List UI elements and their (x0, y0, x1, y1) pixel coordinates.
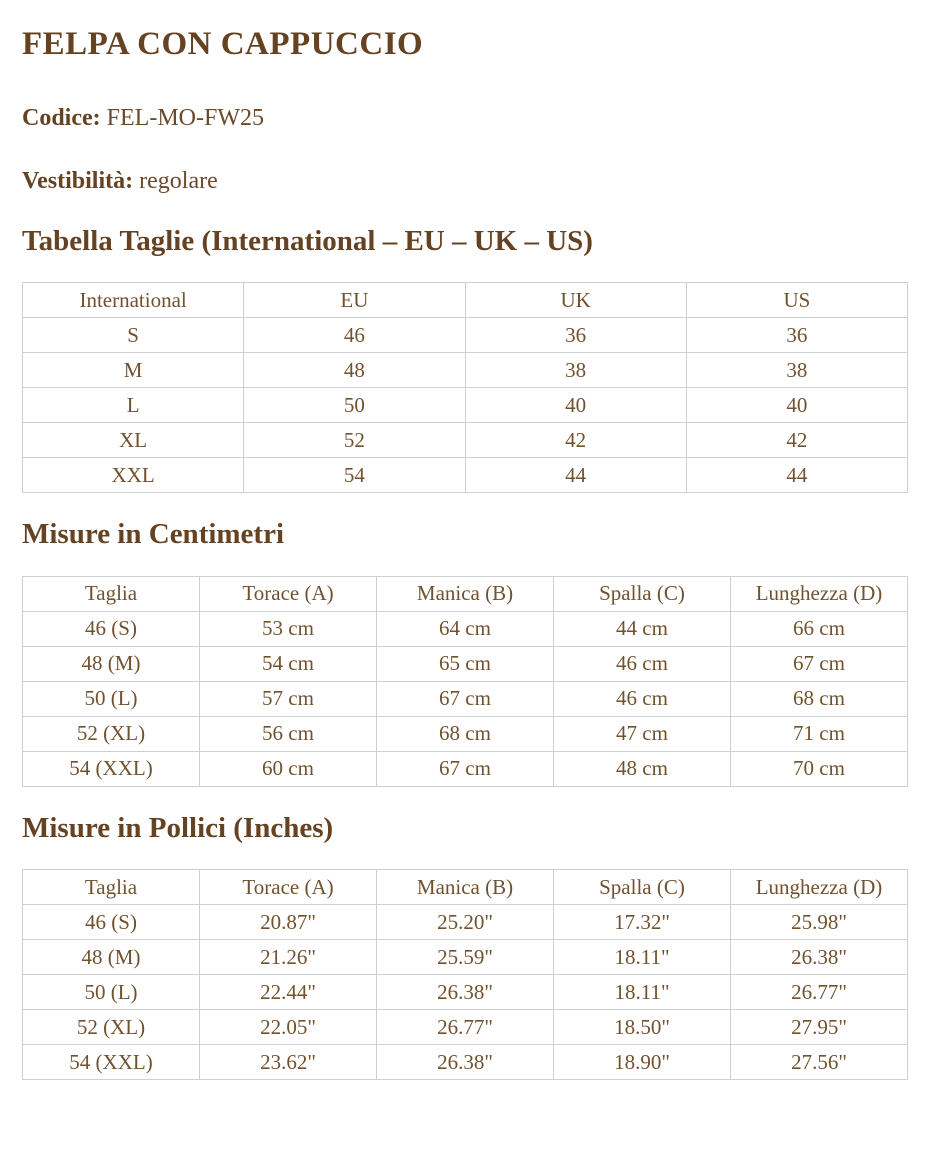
table-cell: 42 (686, 423, 907, 458)
column-header: UK (465, 283, 686, 318)
table-cell: 38 (686, 353, 907, 388)
table-cell: L (23, 388, 244, 423)
product-code-label: Codice: (22, 104, 101, 131)
fit-label: Vestibilità: (22, 167, 134, 194)
table-cell: 46 cm (554, 646, 731, 681)
table-cell: XL (23, 423, 244, 458)
table-cell: 67 cm (731, 646, 908, 681)
section-heading-centimeters: Misure in Centimetri (22, 518, 285, 551)
page-title: FELPA CON CAPPUCCIO (22, 26, 424, 62)
table-cell: 50 (L) (23, 681, 200, 716)
table-cell: 23.62" (200, 1045, 377, 1080)
section-heading-size-conversion: Tabella Taglie (International – EU – UK – US) (22, 225, 593, 258)
column-header: Manica (B) (377, 576, 554, 611)
table-cell: 27.95" (731, 1010, 908, 1045)
section-heading-inches: Misure in Pollici (Inches) (22, 811, 334, 844)
table-row (23, 940, 908, 975)
table-cell: 60 cm (200, 751, 377, 786)
column-header: Spalla (C) (554, 576, 731, 611)
product-code-value: FEL-MO-FW25 (106, 104, 264, 131)
table-cell: 54 (XXL) (23, 1045, 200, 1080)
table-row (23, 611, 908, 646)
table-row (23, 423, 908, 458)
table-cell: 22.05" (200, 1010, 377, 1045)
column-header: Spalla (C) (554, 870, 731, 905)
table-header-row (23, 576, 908, 611)
table-cell: 25.98" (731, 905, 908, 940)
column-header: Taglia (23, 576, 200, 611)
column-header: Torace (A) (200, 576, 377, 611)
table-cell: 54 cm (200, 646, 377, 681)
column-header: Torace (A) (200, 870, 377, 905)
table-cell: 26.38" (377, 1045, 554, 1080)
table-cell: 68 cm (731, 681, 908, 716)
fit-line (22, 168, 908, 196)
table-row (23, 681, 908, 716)
table-cell: 44 (465, 458, 686, 493)
column-header: Taglia (23, 870, 200, 905)
table-cell: 26.38" (731, 940, 908, 975)
table-row (23, 975, 908, 1010)
table-row (23, 388, 908, 423)
table-cell: 54 (244, 458, 465, 493)
table-cell: 22.44" (200, 975, 377, 1010)
table-row (23, 905, 908, 940)
table-row (23, 1045, 908, 1080)
table-cell: 68 cm (377, 716, 554, 751)
table-row (23, 353, 908, 388)
table-cell: 71 cm (731, 716, 908, 751)
table-cell: 46 cm (554, 681, 731, 716)
table-cell: 25.20" (377, 905, 554, 940)
table-cell: 52 (244, 423, 465, 458)
table-cell: 50 (L) (23, 975, 200, 1010)
column-header: International (23, 283, 244, 318)
table-cell: 42 (465, 423, 686, 458)
table-cell: 40 (465, 388, 686, 423)
table-cell: 48 cm (554, 751, 731, 786)
column-header: US (686, 283, 907, 318)
table-row (23, 716, 908, 751)
table-cell: 46 (S) (23, 611, 200, 646)
table-header-row (23, 870, 908, 905)
table-cell: 18.11" (554, 940, 731, 975)
table-cell: 44 cm (554, 611, 731, 646)
table-cell: 26.77" (377, 1010, 554, 1045)
table-cell: 20.87" (200, 905, 377, 940)
table-cell: 47 cm (554, 716, 731, 751)
table-row (23, 318, 908, 353)
table-cell: 26.38" (377, 975, 554, 1010)
table-cell: 17.32" (554, 905, 731, 940)
table-cell: 48 (M) (23, 646, 200, 681)
table-cell: 57 cm (200, 681, 377, 716)
table-cell: M (23, 353, 244, 388)
table-row (23, 458, 908, 493)
table-cell: 50 (244, 388, 465, 423)
table-cell: 46 (244, 318, 465, 353)
column-header: Manica (B) (377, 870, 554, 905)
size-conversion-table (22, 282, 908, 493)
table-cell: 36 (465, 318, 686, 353)
table-cell: 64 cm (377, 611, 554, 646)
table-cell: 67 cm (377, 751, 554, 786)
product-code-line (22, 105, 908, 133)
column-header: Lunghezza (D) (731, 576, 908, 611)
table-cell: 53 cm (200, 611, 377, 646)
table-cell: 54 (XXL) (23, 751, 200, 786)
table-cell: 18.11" (554, 975, 731, 1010)
table-cell: 25.59" (377, 940, 554, 975)
table-header-row (23, 283, 908, 318)
table-cell: 27.56" (731, 1045, 908, 1080)
table-cell: 66 cm (731, 611, 908, 646)
column-header: Lunghezza (D) (731, 870, 908, 905)
table-cell: 70 cm (731, 751, 908, 786)
table-cell: 46 (S) (23, 905, 200, 940)
table-cell: 48 (244, 353, 465, 388)
table-cell: 56 cm (200, 716, 377, 751)
table-cell: XXL (23, 458, 244, 493)
table-cell: 40 (686, 388, 907, 423)
table-cell: 52 (XL) (23, 716, 200, 751)
table-cell: 52 (XL) (23, 1010, 200, 1045)
table-cell: 36 (686, 318, 907, 353)
measurements-inches-table (22, 869, 908, 1080)
table-cell: 48 (M) (23, 940, 200, 975)
table-cell: 18.90" (554, 1045, 731, 1080)
table-cell: S (23, 318, 244, 353)
table-cell: 21.26" (200, 940, 377, 975)
table-row (23, 646, 908, 681)
table-cell: 26.77" (731, 975, 908, 1010)
table-cell: 67 cm (377, 681, 554, 716)
table-cell: 18.50" (554, 1010, 731, 1045)
table-cell: 65 cm (377, 646, 554, 681)
table-row (23, 1010, 908, 1045)
fit-value: regolare (139, 167, 218, 194)
table-row (23, 751, 908, 786)
table-cell: 38 (465, 353, 686, 388)
measurements-cm-table (22, 576, 908, 787)
column-header: EU (244, 283, 465, 318)
table-cell: 44 (686, 458, 907, 493)
